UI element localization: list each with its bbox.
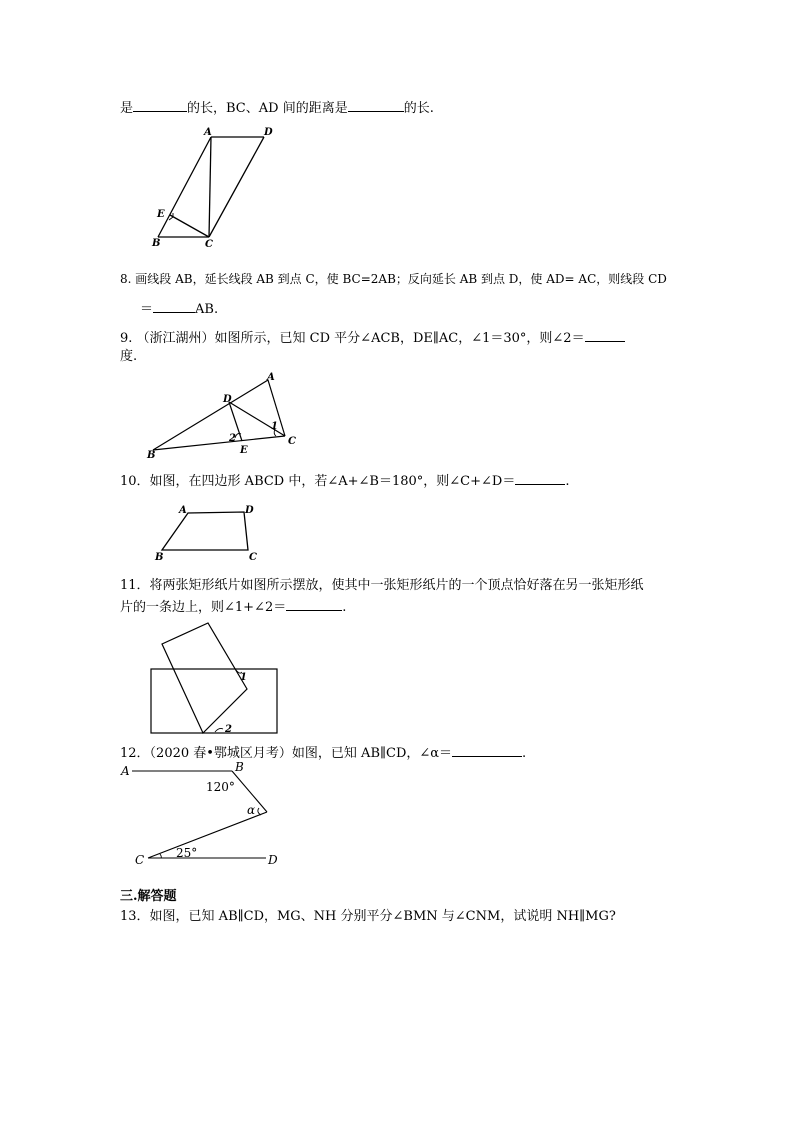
q7-text-c: 的长.: [403, 101, 434, 116]
q7-text-a: 是: [120, 101, 134, 116]
figure-q9-triangle: [145, 372, 305, 462]
q9-line-2: 度.: [120, 349, 138, 364]
fig7-label-c: C: [205, 239, 213, 250]
fig9-angle-2: 2: [229, 433, 236, 444]
q12-tail: .: [522, 746, 527, 761]
fig10-label-d: D: [245, 505, 254, 516]
q11-tail: .: [342, 600, 347, 615]
figure-q7-parallelogram: [140, 125, 280, 250]
q10-text: 10．如图，在四边形 ABCD 中，若∠A+∠B＝180°，则∠C+∠D＝: [120, 474, 516, 489]
q11-line-1: 11．将两张矩形纸片如图所示摆放，使其中一张矩形纸片的一个顶点恰好落在另一张矩形纸: [120, 578, 644, 593]
q10-line: [120, 472, 569, 491]
q8-eq: ＝: [140, 302, 154, 317]
section-title: 三.解答题: [120, 889, 177, 904]
q7-text-b: 的长，BC、AD 间的距离是: [187, 101, 348, 116]
fig12-label-c: C: [135, 853, 145, 867]
fig7-label-d: D: [264, 127, 273, 138]
fig7-label-a: A: [204, 127, 212, 138]
fig12-label-b: B: [235, 760, 244, 774]
q13-line: 13．如图，已知 AB∥CD，MG、NH 分别平分∠BMN 与∠CNM，试说明 NH∥MG?: [120, 909, 616, 924]
q10-tail: .: [565, 474, 570, 489]
fig9-angle-1: 1: [271, 421, 278, 432]
fig12-label-d: D: [268, 853, 278, 867]
fig12-angle-25: 25°: [176, 846, 198, 860]
q7-line: [120, 99, 434, 118]
fig9-label-c: C: [288, 436, 296, 447]
q7-blank-1: [133, 99, 187, 112]
figure-q12-parallel-lines: [118, 760, 293, 870]
fig12-angle-120: 120°: [206, 780, 235, 794]
q12-text: 12．（2020 春•鄂城区月考）如图，已知 AB∥CD，∠α＝: [120, 746, 453, 761]
fig7-label-b: B: [152, 238, 161, 249]
fig10-label-a: A: [179, 505, 187, 516]
fig10-label-c: C: [249, 552, 257, 563]
fig9-label-b: B: [147, 450, 156, 461]
q11-text: 片的一条边上，则∠1+∠2＝: [120, 600, 287, 615]
fig9-label-e: E: [240, 445, 248, 456]
q10-blank: [515, 472, 565, 485]
q11-blank: [286, 598, 342, 611]
fig9-label-d: D: [223, 394, 232, 405]
q8-tail: AB.: [195, 302, 219, 317]
fig11-angle-1: 1: [240, 672, 247, 683]
figure-q11-rectangles: [145, 615, 285, 740]
q8-blank: [153, 300, 195, 313]
fig12-alpha: α: [247, 803, 256, 817]
fig7-label-e: E: [157, 209, 165, 220]
fig10-label-b: B: [155, 552, 164, 563]
q9-text: 9. （浙江湖州）如图所示，已知 CD 平分∠ACB，DE∥AC，∠1＝30°，则∠2＝: [120, 331, 585, 346]
fig11-angle-2: 2: [225, 724, 232, 735]
figure-q10-quadrilateral: [150, 500, 270, 564]
q9-blank: [585, 329, 625, 342]
q8-line-1: 8. 画线段 AB，延长线段 AB 到点 C，使 BC=2AB；反向延长 AB 到点 D，使 AD= AC，则线段 CD: [120, 272, 667, 286]
q12-blank: [452, 744, 522, 757]
q8-line-2: [140, 300, 218, 319]
fig12-label-a: A: [121, 764, 130, 778]
fig9-label-a: A: [267, 372, 275, 383]
q7-blank-2: [348, 99, 404, 112]
q9-line-1: [120, 329, 625, 348]
